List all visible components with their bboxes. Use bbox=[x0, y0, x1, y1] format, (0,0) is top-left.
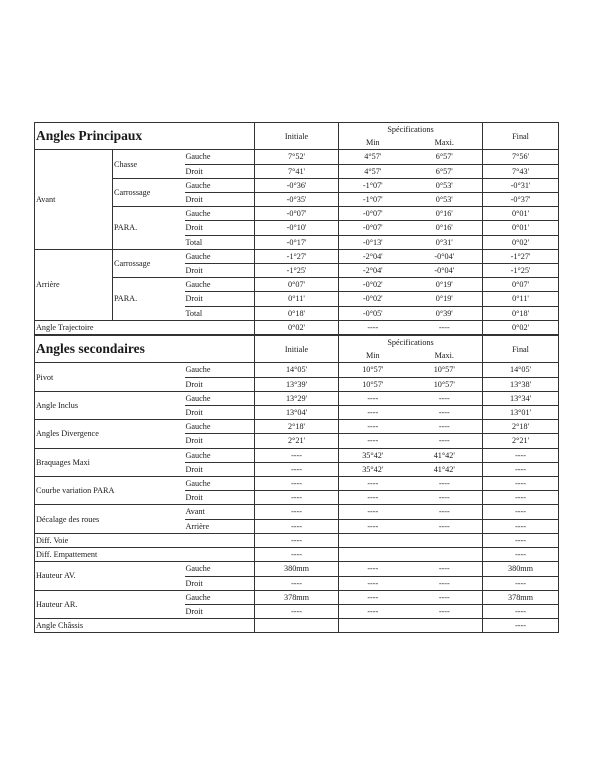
side-label: Droit bbox=[185, 164, 255, 178]
table-row bbox=[35, 590, 559, 604]
group-label: Arrière bbox=[35, 249, 113, 320]
spec-min-value: 35°42' bbox=[339, 462, 407, 476]
table-row bbox=[35, 249, 559, 263]
final-value: ---- bbox=[483, 448, 559, 462]
side-label: Droit bbox=[185, 576, 255, 590]
table-row bbox=[35, 363, 559, 377]
subgroup-label: PARA. bbox=[113, 207, 185, 250]
side-label: Gauche bbox=[185, 363, 255, 377]
secondary-col-final: Final bbox=[483, 336, 559, 363]
spec-min-value: -0°07' bbox=[339, 221, 407, 235]
spec-max-value: 41°42' bbox=[407, 462, 483, 476]
spec-min-value: -0°02' bbox=[339, 278, 407, 292]
group-label: Avant bbox=[35, 150, 113, 249]
side-label: Droit bbox=[185, 377, 255, 391]
row-label: Hauteur AV. bbox=[35, 562, 185, 590]
side-label: Droit bbox=[185, 292, 255, 306]
spec-max-value: 0°53' bbox=[407, 178, 483, 192]
spec-min-value: ---- bbox=[339, 491, 407, 505]
side-label: Gauche bbox=[185, 562, 255, 576]
initial-value: ---- bbox=[255, 576, 339, 590]
spec-max-value: 10°57' bbox=[407, 377, 483, 391]
final-value: 0°02' bbox=[483, 320, 559, 334]
secondary-col-max: Maxi. bbox=[407, 349, 483, 363]
final-value: ---- bbox=[483, 576, 559, 590]
final-value: 13°38' bbox=[483, 377, 559, 391]
spec-max-value bbox=[407, 548, 483, 562]
initial-value: ---- bbox=[255, 462, 339, 476]
spec-max-value: 0°31' bbox=[407, 235, 483, 249]
spec-min-value: ---- bbox=[339, 320, 407, 334]
initial-value: 378mm bbox=[255, 590, 339, 604]
spec-max-value: ---- bbox=[407, 320, 483, 334]
side-label: Droit bbox=[185, 193, 255, 207]
initial-value: 7°41' bbox=[255, 164, 339, 178]
side-label: Gauche bbox=[185, 391, 255, 405]
final-value: ---- bbox=[483, 533, 559, 547]
initial-value: ---- bbox=[255, 448, 339, 462]
secondary-col-min: Min bbox=[339, 349, 407, 363]
row-label: Diff. Voie bbox=[35, 533, 255, 547]
final-value: ---- bbox=[483, 548, 559, 562]
initial-value: 2°21' bbox=[255, 434, 339, 448]
side-label: Droit bbox=[185, 221, 255, 235]
side-label: Droit bbox=[185, 406, 255, 420]
table-row bbox=[35, 562, 559, 576]
initial-value: 0°18' bbox=[255, 306, 339, 320]
initial-value: 2°18' bbox=[255, 420, 339, 434]
spec-max-value: 0°53' bbox=[407, 193, 483, 207]
initial-value: 13°39' bbox=[255, 377, 339, 391]
subgroup-label: Chasse bbox=[113, 150, 185, 178]
principal-header-row bbox=[35, 123, 559, 137]
initial-value: 0°11' bbox=[255, 292, 339, 306]
initial-value: 0°02' bbox=[255, 320, 339, 334]
spec-max-value: 10°57' bbox=[407, 363, 483, 377]
initial-value: 14°05' bbox=[255, 363, 339, 377]
side-label: Gauche bbox=[185, 278, 255, 292]
initial-value: -0°07' bbox=[255, 207, 339, 221]
side-label: Gauche bbox=[185, 178, 255, 192]
principal-title: Angles Principaux bbox=[35, 123, 255, 150]
spec-min-value: -2°04' bbox=[339, 249, 407, 263]
spec-min-value: ---- bbox=[339, 477, 407, 491]
initial-value: -0°17' bbox=[255, 235, 339, 249]
spec-min-value: ---- bbox=[339, 434, 407, 448]
subgroup-label: Carrossage bbox=[113, 249, 185, 277]
final-value: 0°07' bbox=[483, 278, 559, 292]
principal-col-specs: Spécifications bbox=[339, 123, 483, 137]
row-label: Braquages Maxi bbox=[35, 448, 185, 476]
spec-max-value: -0°04' bbox=[407, 264, 483, 278]
spec-min-value: ---- bbox=[339, 604, 407, 618]
table-row bbox=[35, 505, 559, 519]
spec-max-value: 0°19' bbox=[407, 278, 483, 292]
table-row bbox=[35, 150, 559, 164]
final-value: ---- bbox=[483, 604, 559, 618]
subgroup-label: Angle Trajectoire bbox=[35, 320, 255, 334]
spec-min-value bbox=[339, 548, 407, 562]
initial-value: ---- bbox=[255, 533, 339, 547]
table-row bbox=[35, 207, 559, 221]
spec-max-value: ---- bbox=[407, 519, 483, 533]
table-row bbox=[35, 320, 559, 334]
final-value: ---- bbox=[483, 491, 559, 505]
row-label: Pivot bbox=[35, 363, 185, 391]
principal-col-min: Min bbox=[339, 136, 407, 150]
spec-min-value: ---- bbox=[339, 576, 407, 590]
spec-min-value: ---- bbox=[339, 505, 407, 519]
initial-value: ---- bbox=[255, 491, 339, 505]
row-label: Angle Châssis bbox=[35, 619, 255, 633]
spec-min-value: 10°57' bbox=[339, 363, 407, 377]
spec-min-value: ---- bbox=[339, 420, 407, 434]
side-label: Arrière bbox=[185, 519, 255, 533]
spec-max-value: ---- bbox=[407, 391, 483, 405]
side-label: Gauche bbox=[185, 249, 255, 263]
principal-angles-table bbox=[34, 122, 559, 335]
table-row bbox=[35, 278, 559, 292]
side-label: Gauche bbox=[185, 150, 255, 164]
initial-value: ---- bbox=[255, 477, 339, 491]
spec-min-value: -0°13' bbox=[339, 235, 407, 249]
side-label: Gauche bbox=[185, 420, 255, 434]
row-label: Angle Inclus bbox=[35, 391, 185, 419]
side-label: Total bbox=[185, 235, 255, 249]
side-label: Droit bbox=[185, 462, 255, 476]
spec-min-value: 4°57' bbox=[339, 164, 407, 178]
spec-max-value bbox=[407, 619, 483, 633]
final-value: 13°01' bbox=[483, 406, 559, 420]
spec-min-value: 35°42' bbox=[339, 448, 407, 462]
principal-col-initial: Initiale bbox=[255, 123, 339, 150]
spec-min-value: 10°57' bbox=[339, 377, 407, 391]
initial-value: 0°07' bbox=[255, 278, 339, 292]
final-value: 2°21' bbox=[483, 434, 559, 448]
initial-value: -0°10' bbox=[255, 221, 339, 235]
initial-value: 380mm bbox=[255, 562, 339, 576]
table-row bbox=[35, 477, 559, 491]
final-value: ---- bbox=[483, 619, 559, 633]
spec-max-value: 0°19' bbox=[407, 292, 483, 306]
row-label: Angles Divergence bbox=[35, 420, 185, 448]
spec-min-value: ---- bbox=[339, 406, 407, 420]
spec-max-value: ---- bbox=[407, 420, 483, 434]
secondary-col-specs: Spécifications bbox=[339, 336, 483, 350]
side-label: Avant bbox=[185, 505, 255, 519]
final-value: 378mm bbox=[483, 590, 559, 604]
secondary-angles-table bbox=[34, 335, 559, 633]
final-value: -0°37' bbox=[483, 193, 559, 207]
spec-max-value: -0°04' bbox=[407, 249, 483, 263]
spec-max-value: ---- bbox=[407, 562, 483, 576]
spec-max-value: ---- bbox=[407, 434, 483, 448]
row-label: Hauteur AR. bbox=[35, 590, 185, 618]
secondary-header-row bbox=[35, 336, 559, 350]
initial-value: -1°25' bbox=[255, 264, 339, 278]
initial-value: ---- bbox=[255, 548, 339, 562]
secondary-title: Angles secondaires bbox=[35, 336, 255, 363]
row-label: Courbe variation PARA bbox=[35, 477, 185, 505]
subgroup-label: Carrossage bbox=[113, 178, 185, 206]
spec-max-value: ---- bbox=[407, 505, 483, 519]
row-label: Diff. Empattement bbox=[35, 548, 255, 562]
spec-min-value: ---- bbox=[339, 562, 407, 576]
spec-min-value: ---- bbox=[339, 391, 407, 405]
final-value: 0°11' bbox=[483, 292, 559, 306]
initial-value: ---- bbox=[255, 505, 339, 519]
spec-max-value: 0°16' bbox=[407, 221, 483, 235]
spec-max-value: 41°42' bbox=[407, 448, 483, 462]
final-value: 0°01' bbox=[483, 207, 559, 221]
spec-min-value bbox=[339, 533, 407, 547]
final-value: 2°18' bbox=[483, 420, 559, 434]
spec-min-value: -0°07' bbox=[339, 207, 407, 221]
spec-max-value: ---- bbox=[407, 604, 483, 618]
final-value: 13°34' bbox=[483, 391, 559, 405]
final-value: ---- bbox=[483, 462, 559, 476]
side-label: Droit bbox=[185, 434, 255, 448]
side-label: Gauche bbox=[185, 590, 255, 604]
final-value: 7°56' bbox=[483, 150, 559, 164]
table-row bbox=[35, 178, 559, 192]
side-label: Gauche bbox=[185, 207, 255, 221]
spec-max-value: ---- bbox=[407, 576, 483, 590]
spec-max-value: ---- bbox=[407, 590, 483, 604]
spec-min-value: 4°57' bbox=[339, 150, 407, 164]
initial-value: ---- bbox=[255, 604, 339, 618]
initial-value: 13°04' bbox=[255, 406, 339, 420]
spec-min-value: -1°07' bbox=[339, 193, 407, 207]
initial-value: -0°35' bbox=[255, 193, 339, 207]
side-label: Gauche bbox=[185, 477, 255, 491]
spec-min-value: -2°04' bbox=[339, 264, 407, 278]
final-value: 0°01' bbox=[483, 221, 559, 235]
row-label: Décalage des roues bbox=[35, 505, 185, 533]
final-value: ---- bbox=[483, 505, 559, 519]
initial-value: -0°36' bbox=[255, 178, 339, 192]
spec-min-value: -1°07' bbox=[339, 178, 407, 192]
table-row bbox=[35, 391, 559, 405]
side-label: Droit bbox=[185, 604, 255, 618]
final-value: -0°31' bbox=[483, 178, 559, 192]
table-row bbox=[35, 619, 559, 633]
secondary-col-initial: Initiale bbox=[255, 336, 339, 363]
spec-min-value: -0°05' bbox=[339, 306, 407, 320]
final-value: -1°25' bbox=[483, 264, 559, 278]
table-row bbox=[35, 448, 559, 462]
alignment-report bbox=[34, 122, 558, 633]
initial-value: 13°29' bbox=[255, 391, 339, 405]
spec-max-value: 6°57' bbox=[407, 164, 483, 178]
spec-min-value: ---- bbox=[339, 519, 407, 533]
principal-col-final: Final bbox=[483, 123, 559, 150]
side-label: Total bbox=[185, 306, 255, 320]
principal-col-max: Maxi. bbox=[407, 136, 483, 150]
final-value: 0°18' bbox=[483, 306, 559, 320]
spec-max-value bbox=[407, 533, 483, 547]
initial-value bbox=[255, 619, 339, 633]
initial-value: ---- bbox=[255, 519, 339, 533]
spec-max-value: ---- bbox=[407, 477, 483, 491]
table-row bbox=[35, 533, 559, 547]
spec-min-value: -0°02' bbox=[339, 292, 407, 306]
initial-value: -1°27' bbox=[255, 249, 339, 263]
final-value: ---- bbox=[483, 519, 559, 533]
spec-min-value: ---- bbox=[339, 590, 407, 604]
table-row bbox=[35, 548, 559, 562]
final-value: -1°27' bbox=[483, 249, 559, 263]
initial-value: 7°52' bbox=[255, 150, 339, 164]
side-label: Gauche bbox=[185, 448, 255, 462]
side-label: Droit bbox=[185, 491, 255, 505]
spec-min-value bbox=[339, 619, 407, 633]
final-value: 14°05' bbox=[483, 363, 559, 377]
spec-max-value: ---- bbox=[407, 491, 483, 505]
spec-max-value: 0°39' bbox=[407, 306, 483, 320]
final-value: 380mm bbox=[483, 562, 559, 576]
subgroup-label: PARA. bbox=[113, 278, 185, 321]
table-row bbox=[35, 420, 559, 434]
final-value: ---- bbox=[483, 477, 559, 491]
side-label: Droit bbox=[185, 264, 255, 278]
spec-max-value: ---- bbox=[407, 406, 483, 420]
final-value: 7°43' bbox=[483, 164, 559, 178]
final-value: 0°02' bbox=[483, 235, 559, 249]
spec-max-value: 0°16' bbox=[407, 207, 483, 221]
spec-max-value: 6°57' bbox=[407, 150, 483, 164]
